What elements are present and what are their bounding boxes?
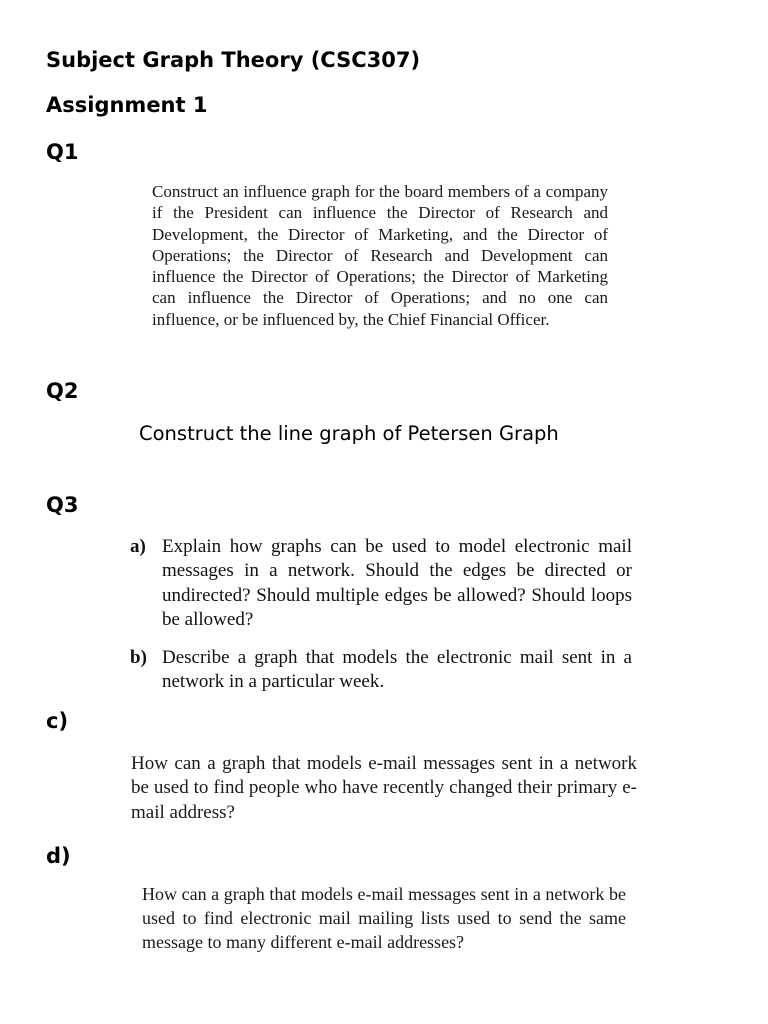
q3-item-a-text: Explain how graphs can be used to model electronic mail messages in a network. Should the edges be directed or undirected? Should multiple edges be allowed? Should loops be allowed? (162, 536, 632, 630)
q2-label: Q2 (46, 379, 79, 403)
part-d-label: d) (46, 844, 71, 868)
subject-title: Subject Graph Theory (CSC307) (46, 48, 421, 72)
q3-item-a-marker: a) (130, 536, 146, 557)
q3-label: Q3 (46, 493, 79, 517)
q3-item-b (130, 646, 632, 695)
q1-label: Q1 (46, 140, 79, 164)
part-c-question-text: How can a graph that models e-mail messages sent in a network be used to find people who have recently changed their primary e-mail address? (131, 753, 637, 823)
part-d-question-text: How can a graph that models e-mail messages sent in a network be used to find electronic mail mailing lists used to send the same message to many different e-mail addresses? (142, 884, 626, 953)
part-c-label: c) (46, 709, 69, 733)
q3-item-b-text: Describe a graph that models the electronic mail sent in a network in a particular week. (162, 647, 632, 693)
assignment-title: Assignment 1 (46, 93, 208, 117)
q3-item-b-marker: b) (130, 647, 147, 668)
q2-question-text: Construct the line graph of Petersen Graph (139, 422, 559, 445)
q3-item-a (130, 535, 632, 632)
q1-question-text: Construct an influence graph for the board members of a company if the President can influence the Director of Research and Development, the Director of Marketing, and the Director of Operations; the Director of Research and Development can influence the Director of Operations; the Director of Marketing can influence the Director of Operations; and no one can influence, or be influenced by, the Chief Financial Officer. (152, 182, 608, 329)
